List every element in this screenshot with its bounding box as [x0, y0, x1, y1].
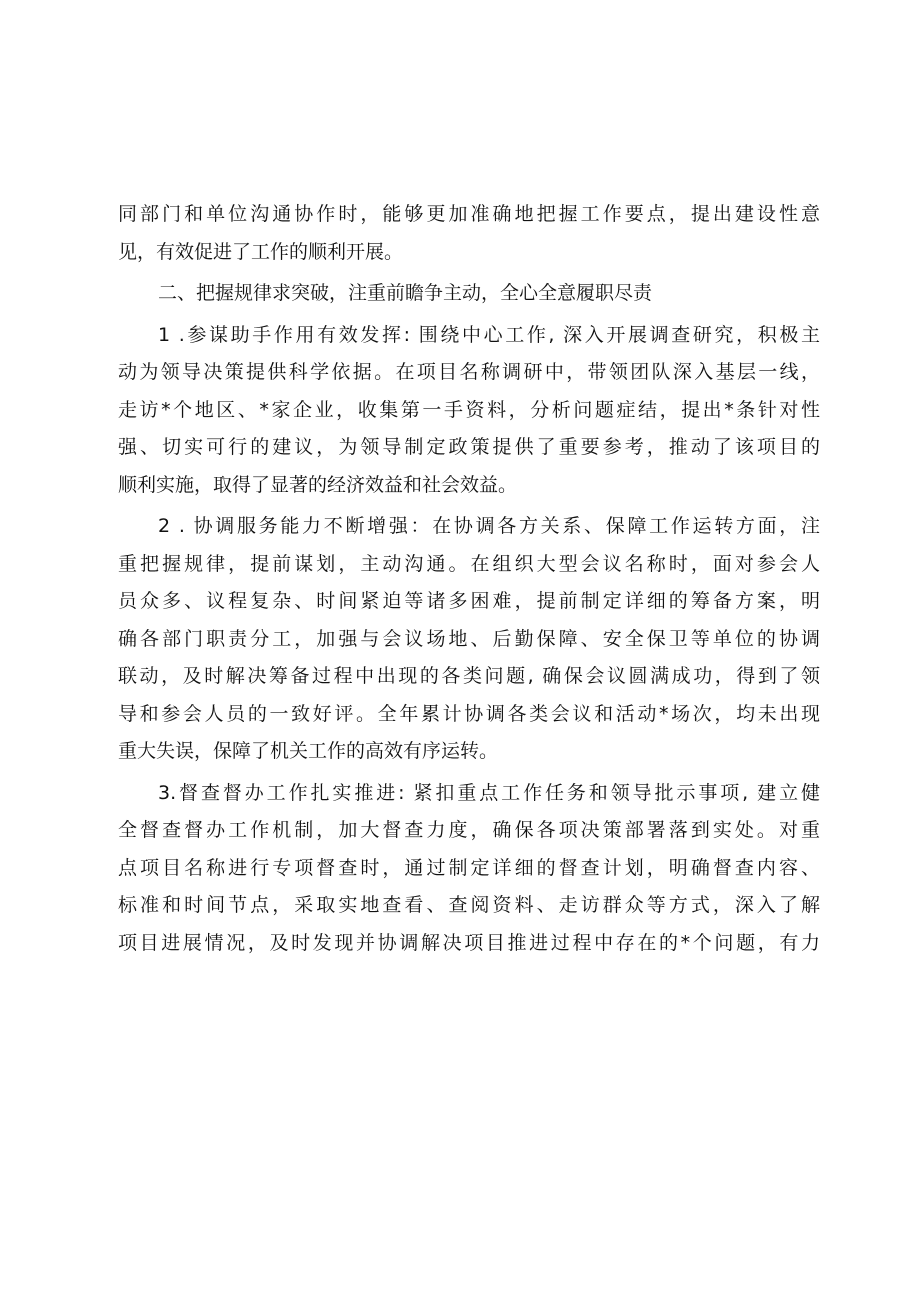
text-line: 标准和时间节点，采取实地查看、查阅资料、走访群众等方式，深入了解 — [118, 894, 820, 916]
text-line: 见，有效促进了工作的顺利开展。 — [118, 240, 404, 263]
text-line: 强、切实可行的建议，为领导制定政策提供了重要参考，推动了该项目的 — [118, 436, 820, 458]
text-line: 顺利实施，取得了显著的经济效益和社会效益。 — [118, 473, 518, 496]
text-line: 同部门和单位沟通协作时，能够更加准确地把握工作要点，提出建设性意 — [118, 203, 820, 225]
text-line: 动为领导决策提供科学依据。在项目名称调研中，带领团队深入基层一线， — [118, 361, 820, 383]
text-line: 3.督查督办工作扎实推进: 紧扣重点工作任务和领导批示事项, 建立健 — [158, 781, 820, 804]
text-line: 点项目名称进行专项督查时，通过制定详细的督查计划，明确督查内容、 — [118, 856, 820, 879]
section-heading: 二、把握规律求突破，注重前瞻争主动，全心全意履职尽责 — [158, 282, 653, 304]
document-body — [118, 196, 820, 962]
text-line: 重大失误，保障了机关工作的高效有序运转。 — [118, 740, 499, 762]
text-line: 导和参会人员的一致好评。全年累计协调各类会议和活动*场次，均未出现 — [118, 702, 820, 725]
text-line: 项目进展情况，及时发现并协调解决项目推进过程中存在的*个问题，有力 — [118, 931, 820, 954]
text-line: 走访*个地区、*家企业，收集第一手资料，分析问题症结，提出*条针对性 — [118, 398, 820, 421]
text-line: 1 .参谋助手作用有效发挥: 围绕中心工作, 深入开展调查研究，积极主 — [158, 323, 820, 346]
text-line: 员众多、议程复杂、时间紧迫等诸多困难，提前制定详细的筹备方案，明 — [118, 590, 820, 612]
text-line: 全督查督办工作机制，加大督查力度，确保各项决策部署落到实处。对重 — [118, 819, 820, 841]
text-line: 重把握规律，提前谋划，主动沟通。在组织大型会议名称时，面对参会人 — [118, 552, 820, 575]
text-line: 2 . 协调服务能力不断增强：在协调各方关系、保障工作运转方面，注 — [158, 515, 820, 537]
text-line: 联动，及时解决筹备过程中出现的各类问题, 确保会议圆满成功，得到了领 — [118, 665, 820, 687]
text-line: 确各部门职责分工，加强与会议场地、后勤保障、安全保卫等单位的协调 — [118, 627, 820, 650]
